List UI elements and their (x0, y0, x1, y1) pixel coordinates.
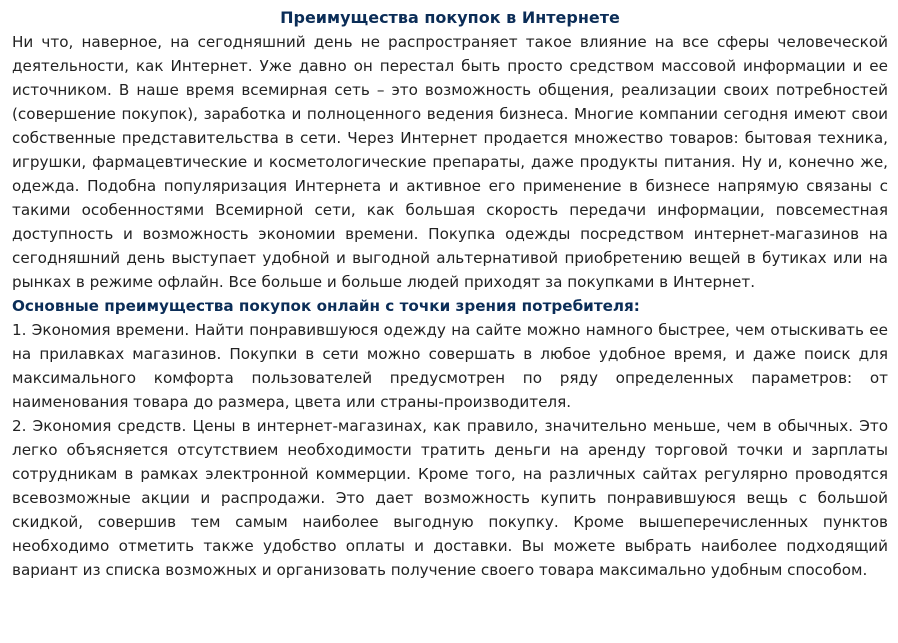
advantage-point-1: 1. Экономия времени. Найти понравившуюся одежду на сайте можно намного быстрее, чем отыскивать ее на прилавках магазинов. Покупки в сети можно совершать в любое удобное время, и даже поиск для максимального комфорта пользователей предусмотрен по ряду определенных параметров: от наименования товара до размера, цвета или страны-производителя. (12, 321, 888, 411)
section-heading: Основные преимущества покупок онлайн с точки зрения потребителя: (12, 297, 640, 315)
intro-paragraph: Ни что, наверное, на сегодняшний день не распространяет такое влияние на все сферы человеческой деятельности, как Интернет. Уже давно он перестал быть просто средством массовой информации и ее источником. В наше время всемирная сеть – это возможность общения, реализации своих потребностей (совершение покупок), заработка и полноценного ведения бизнеса. Многие компании сегодня имеют свои собственные представительства в сети. Через Интернет продается множество товаров: бытовая техника, игрушки, фармацевтические и косметологические препараты, даже продукты питания. Ну и, конечно же, одежда. Подобна популяризация Интернета и активное его применение в бизнесе напрямую связаны с такими особенностями Всемирной сети, как большая скорость передачи информации, повсеместная доступность и возможность экономии времени. Покупка одежды посредством интернет-магазинов на сегодняшний день выступает удобной и выгодной альтернативой приобретению вещей в бутиках или на рынках в режиме офлайн. Все больше и больше людей приходят за покупками в Интернет. (12, 33, 888, 291)
document-title: Преимущества покупок в Интернете (280, 8, 620, 27)
advantage-point-2: 2. Экономия средств. Цены в интернет-магазинах, как правило, значительно меньше, чем в обычных. Это легко объясняется отсутствием необходимости тратить деньги на аренду торговой точки и зарплаты сотрудникам в рамках электронной коммерции. Кроме того, на различных сайтах регулярно проводятся всевозможные акции и распродажи. Это дает возможность купить понравившуюся вещь с большой скидкой, совершив тем самым наиболее выгодную покупку. Кроме вышеперечисленных пунктов необходимо отметить также удобство оплаты и доставки. Вы можете выбрать наиболее подходящий вариант из списка возможных и организовать получение своего товара максимально удобным способом. (12, 417, 888, 579)
